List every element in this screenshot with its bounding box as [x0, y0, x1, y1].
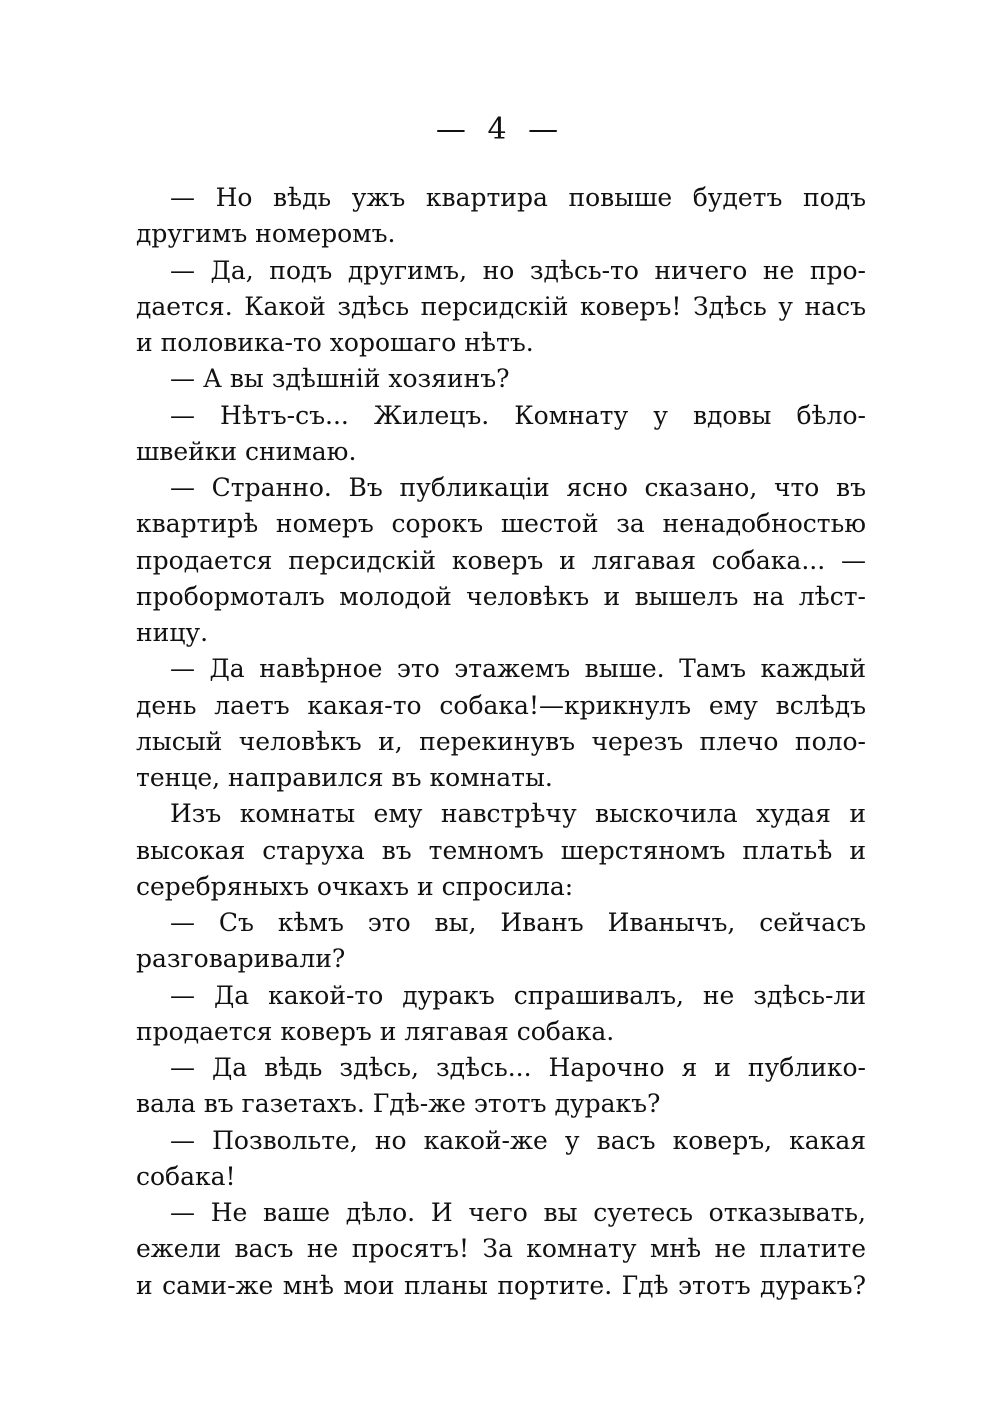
text-line: — А вы здѣшній хозяинъ?	[170, 364, 510, 394]
text-line: вала въ газетахъ. Гдѣ-же этотъ дуракъ?	[136, 1089, 661, 1119]
text-line: — Да вѣдь здѣсь, здѣсь... Нарочно я и публико-	[170, 1053, 866, 1082]
text-line: тенце, направился въ комнаты.	[136, 763, 553, 792]
text-line: другимъ номеромъ.	[136, 219, 396, 249]
text-line: пробормоталъ молодой человѣкъ и вышелъ на лѣст-	[136, 581, 866, 611]
text-line: и сами-же мнѣ мои планы портите. Гдѣ этотъ дуракъ?	[136, 1270, 866, 1300]
text-line: — Нѣтъ-съ... Жилецъ. Комнату у вдовы бѣло-	[170, 400, 866, 430]
text-line: лысый человѣкъ и, перекинувъ черезъ плечо поло-	[136, 726, 866, 756]
text-line: — Позвольте, но какой-же у васъ коверъ, какая	[170, 1125, 866, 1155]
text-line: — Странно. Въ публикаціи ясно сказано, что въ	[170, 473, 866, 502]
text-line: собака!	[136, 1161, 236, 1191]
text-line: продается коверъ и лягавая собака.	[136, 1016, 615, 1046]
text-line: — Съ кѣмъ это вы, Иванъ Иванычъ, сейчасъ	[170, 908, 866, 937]
text-line: — Но вѣдь ужъ квартира повыше будетъ подъ	[170, 183, 866, 212]
text-line: разговаривали?	[136, 944, 346, 974]
text-line: квартирѣ номеръ сорокъ шестой за ненадобностью	[136, 509, 866, 539]
text-line: ницу.	[136, 618, 209, 647]
text-line: ежели васъ не просятъ! За комнату мнѣ не платите	[136, 1234, 866, 1264]
text-line: дается. Какой здѣсь персидскій коверъ! Здѣсь у насъ	[136, 291, 866, 321]
text-line: — Да, подъ другимъ, но здѣсь-то ничего не про-	[170, 255, 866, 285]
text-line: швейки снимаю.	[136, 436, 357, 466]
text-line: Изъ комнаты ему навстрѣчу выскочила худая и	[170, 799, 866, 829]
text-line: — Не ваше дѣло. И чего вы суетесь отказывать,	[170, 1198, 866, 1227]
text-line: день лаетъ какая-то собака!—крикнулъ ему вслѣдъ	[136, 690, 866, 720]
body-text	[136, 180, 866, 1304]
text-line: — Да навѣрное это этажемъ выше. Тамъ каждый	[170, 654, 866, 684]
page-number: — 4 —	[435, 112, 565, 147]
text-line: и половика-то хорошаго нѣтъ.	[136, 328, 534, 357]
text-line: высокая старуха въ темномъ шерстяномъ платьѣ и	[136, 835, 866, 865]
text-line: продается персидскій коверъ и лягавая собака... —	[136, 545, 866, 575]
text-line: — Да какой-то дуракъ спрашивалъ, не здѣсь-ли	[170, 980, 866, 1010]
text-line: серебряныхъ очкахъ и спросила:	[136, 871, 574, 901]
